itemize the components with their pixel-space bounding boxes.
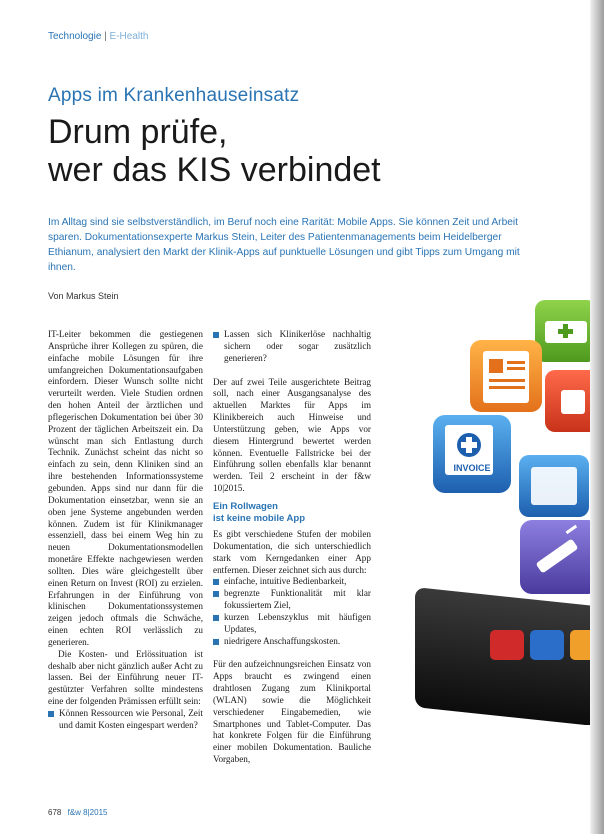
paragraph: IT-Leiter bekommen die gestiegenen Ansprüche ihrer Kollegen zu spüren, die einfache mobile Lösungen für ihre umfangreichen Dokumentationsaufgaben einfordern. Dieser Wunsch sollte nicht verurteilt werden. Viele Studien ordnen den hohen Anteil der ärztlichen und pflegerischen Dokumentation bei über 30 Prozent der täglichen Arbeitszeit ein. Da wünscht man sich Entlastung durch Technik. Zunächst scheint das nicht so einfach zu sein, denn Kliniken sind an ihre bestehenden Informationssysteme gebunden. Apps sind nur dann für die Dokumentation einsetzbar, wenn sie an oben jene Systeme angebunden werden können. Zudem ist für Klinikmanager essenziell, dass bei einem Weg hin zu neuen Dokumentationsmodellen monetäre Effekte nachgewiesen werden sollten. Dies wäre gleichgestellt über einen Return on Invest (ROI) zu erzielen. Erfahrungen in der Einführung von klinischen Dokumentationssystemen zeigen jedoch oftmals die Schwäche, einen echten ROI verlässlich zu generieren. bbox=[48, 329, 203, 647]
list-item: begrenzte Funktionalität mit klar fokussiertem Ziel, bbox=[213, 588, 371, 612]
bullet-square-icon bbox=[213, 615, 219, 621]
article-lead: Im Alltag sind sie selbstverständlich, im Beruf noch eine Rarität: Mobile Apps. Sie können Zeit und Arbeit sparen. Dokumentationsexperte Markus Stein, Leiter des Patientenmanagements beim Heidelberger Ethianum, analysiert den Markt der Klinik-Apps auf punktuelle Lösungen und gibt Tipps zum Umgang mit ihnen. bbox=[48, 217, 520, 273]
title-line-2: wer das KIS verbindet bbox=[48, 151, 381, 189]
list-item: kurzen Lebenszyklus mit häufigen Updates, bbox=[213, 612, 371, 636]
page-edge-shadow bbox=[590, 0, 604, 834]
list-item: Lassen sich Klinikerlöse nachhaltig sichern oder sogar zusätzlich generieren? bbox=[213, 329, 371, 365]
bullet-square-icon bbox=[213, 639, 219, 645]
list-item: einfache, intuitive Bedienbarkeit, bbox=[213, 576, 371, 588]
paragraph: Der auf zwei Teile ausgerichtete Beitrag soll, nach einer Ausgangsanalyse des aktuellen Marktes für Apps im Klinikbereich auch Hinweise und Unterstützung geben, wie Apps vor diesem Hintergrund bewertet werden können. Eventuelle Fallstricke bei der Einführung sollen ebenfalls klar benannt werden. Teil 2 erscheint in der f&w 10|2015. bbox=[213, 376, 371, 494]
page-number: 678 bbox=[48, 808, 62, 817]
magazine-issue: f&w 8|2015 bbox=[67, 808, 108, 817]
paragraph: Für den aufzeichnungsreichen Einsatz von Apps braucht es zwingend einen drahtlosen Zugang zum Klinikportal (WLAN) sowie die Möglichkeit verschiedener Eingabemedien, wie Smartphones und Tablet-Computer. Das hat konkrete Folgen für die Einführung einer mobilen Dokumentation. Bauliche Vorgaben, bbox=[213, 659, 371, 765]
app-tile-icon bbox=[530, 630, 564, 660]
section-rubric bbox=[48, 31, 148, 42]
article-title bbox=[48, 113, 381, 189]
app-tile-icon bbox=[490, 630, 524, 660]
sub-heading: Ein Rollwagen ist keine mobile App bbox=[213, 500, 306, 524]
bullet-square-icon bbox=[213, 579, 219, 585]
bullet-square-icon bbox=[213, 332, 219, 338]
paragraph: Es gibt verschiedene Stufen der mobilen Dokumentation, die sich unterschiedlich stark vom Kerngedanken einer App entfernen. Dieser zeichnet sich aus durch: bbox=[213, 528, 371, 575]
subsection-label: E-Health bbox=[109, 31, 149, 42]
app-icons-illustration bbox=[395, 295, 604, 725]
bullet-square-icon bbox=[213, 591, 219, 597]
article-byline: Von Markus Stein bbox=[48, 291, 119, 301]
page-footer bbox=[48, 808, 107, 817]
invoice-label: INVOICE bbox=[453, 463, 491, 473]
section-label: Technologie bbox=[48, 31, 102, 42]
list-item: Können Ressourcen wie Personal, Zeit und damit Kosten eingespart werden? bbox=[48, 708, 203, 732]
title-line-1: Drum prüfe, bbox=[48, 113, 228, 151]
paragraph: Die Kosten- und Erlössituation ist deshalb aber nicht gänzlich außer Acht zu lassen. Bei der Einführung neuer IT-gestützter Verfahren sollte mindestens eine der folgenden Prämissen erfüllt sein: bbox=[48, 648, 203, 707]
article-kicker: Apps im Krankenhauseinsatz bbox=[48, 85, 300, 106]
body-column-1 bbox=[48, 329, 203, 732]
section-separator: | bbox=[104, 31, 107, 42]
tablet-app-icons-graphic bbox=[395, 295, 604, 725]
body-column-2 bbox=[213, 329, 371, 766]
list-item: niedrigere Anschaffungskosten. bbox=[213, 636, 371, 648]
bullet-square-icon bbox=[48, 711, 54, 717]
